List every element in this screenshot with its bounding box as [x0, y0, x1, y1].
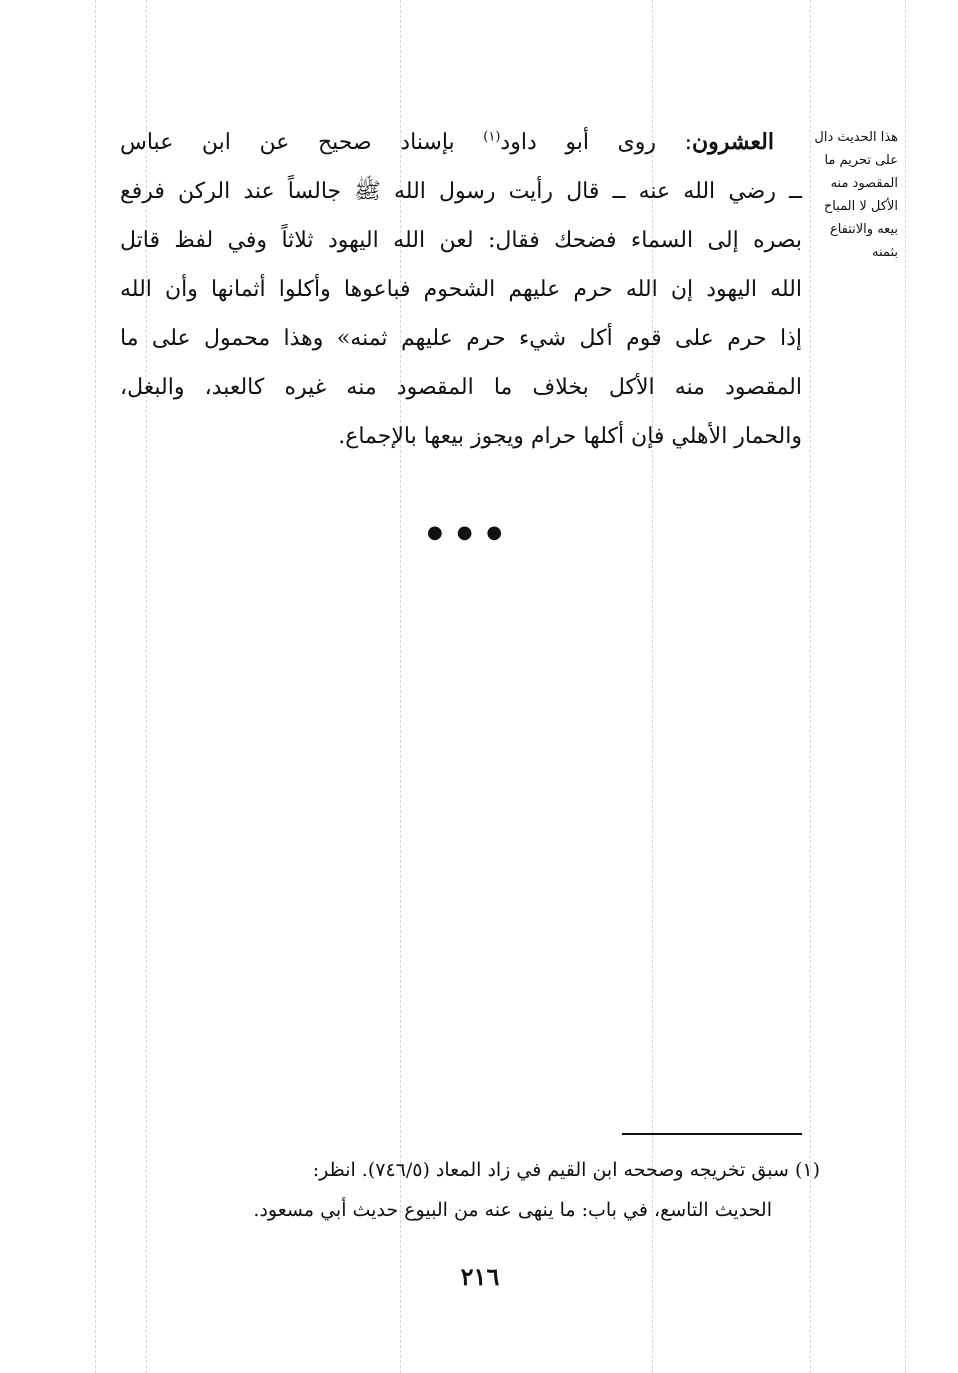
paragraph-lead-word: العشرون	[692, 129, 774, 155]
margin-note-line: هذا الحديث دال	[814, 130, 898, 145]
paragraph-line: إذا حرم على قوم أكل شيء حرم عليهم ثمنه» وهذا محمول على ما	[120, 326, 802, 351]
scan-guide-line	[95, 0, 96, 1373]
margin-note-line: بثمنه	[872, 245, 898, 260]
section-separator-dots: ●●●	[427, 522, 517, 543]
main-paragraph	[120, 118, 802, 461]
margin-note	[812, 126, 898, 264]
paragraph-line: والحمار الأهلي فإن أكلها حرام ويجوز بيعها بالإجماع.	[338, 424, 802, 449]
footnote-ref-marker[interactable]: (١)	[483, 129, 501, 145]
paragraph-first-line	[120, 118, 802, 167]
page-number: ٢١٦	[460, 1262, 500, 1291]
paragraph-line: ــ رضي الله عنه ــ قال رأيت رسول الله ﷺ جالساً عند الركن فرفع	[120, 179, 802, 204]
margin-note-line: بيعه والانتفاع	[829, 222, 898, 237]
scan-guide-line	[905, 0, 906, 1373]
footnote	[130, 1150, 820, 1230]
margin-note-line: الأكل لا المباح	[823, 199, 898, 214]
margin-note-line: على تحريم ما	[824, 153, 898, 168]
margin-note-line: المقصود منه	[830, 176, 898, 191]
paragraph-first-text-rest: بإسناد صحيح عن ابن عباس	[120, 130, 484, 155]
paragraph-line: بصره إلى السماء فضحك فقال: لعن الله اليهود ثلاثاً وفي لفظ قاتل	[120, 228, 802, 253]
paragraph-first-text: : روى أبو داود	[500, 130, 692, 155]
paragraph-line: الله اليهود إن الله حرم عليهم الشحوم فباعوها وأكلوا أثمانها وأن الله	[120, 277, 802, 302]
paragraph-line: المقصود منه الأكل بخلاف ما المقصود منه غيره كالعبد، والبغل،	[120, 375, 802, 400]
footnote-line: (١) سبق تخريجه وصححه ابن القيم في زاد المعاد (٧٤٦/٥). انظر:	[312, 1159, 820, 1181]
footnote-line: الحديث التاسع، في باب: ما ينهى عنه من البيوع حديث أبي مسعود.	[253, 1199, 772, 1221]
footnote-divider	[622, 1133, 802, 1135]
